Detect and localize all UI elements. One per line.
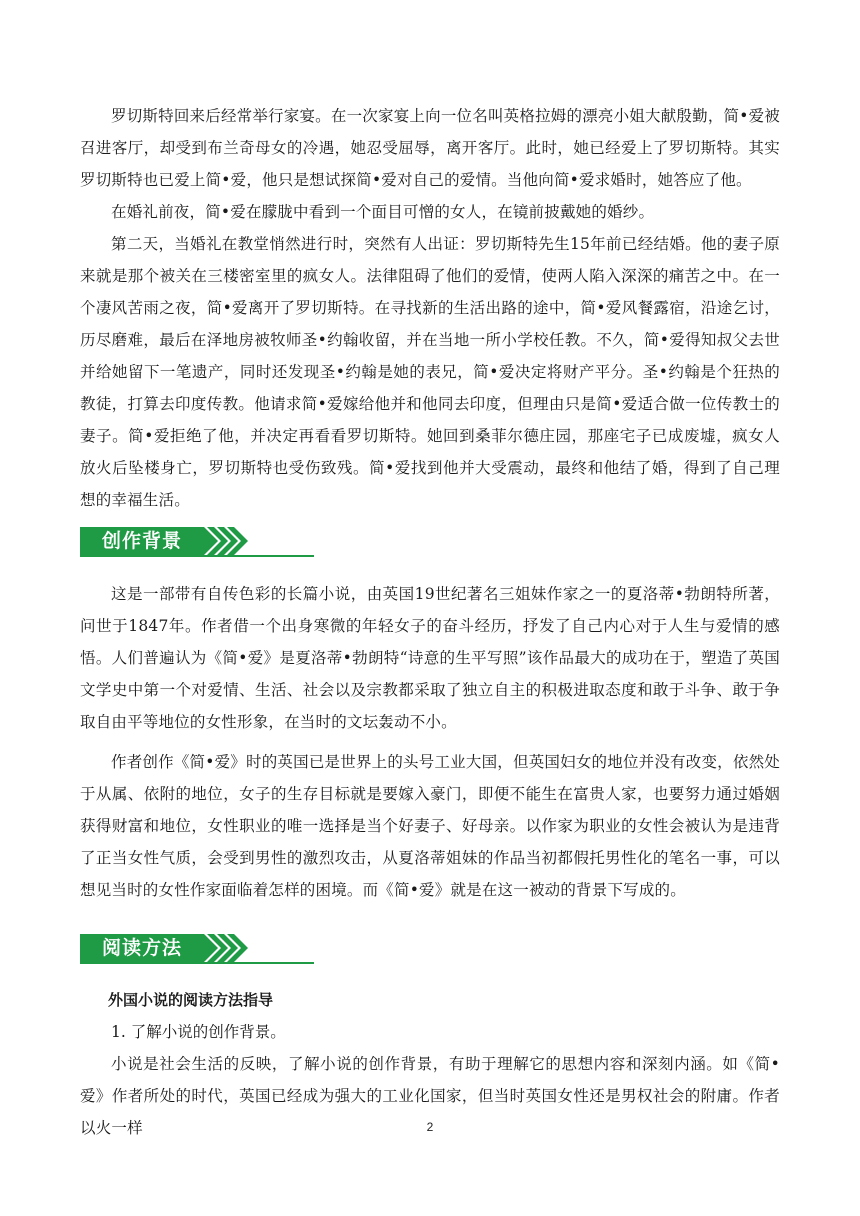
- heading-underline: [80, 555, 314, 557]
- paragraph-next-day: 第二天，当婚礼在教堂悄然进行时，突然有人出证：罗切斯特先生15年前已经结婚。他的妻子原来就是那个被关在三楼密室里的疯女人。法律阻碍了他们的爱情，使两人陷入深深的痛苦之中。在一个凄风苦雨之夜，简•爱离开了罗切斯特。在寻找新的生活出路的途中，简•爱风餐露宿，沿途乞讨，历尽磨难，最后在泽地房被牧师圣•约翰收留，并在当地一所小学校任教。不久，简•爱得知叔父去世并给她留下一笔遗产，同时还发现圣•约翰是她的表兄，简•爱决定将财产平分。圣•约翰是个狂热的教徒，打算去印度传教。他请求简•爱嫁给他并和他同去印度，但理由只是简•爱适合做一位传教士的妻子。简•爱拒绝了他，并决定再看看罗切斯特。她回到桑菲尔德庄园，那座宅子已成废墟，疯女人放火后坠楼身亡，罗切斯特也受伤致残。简•爱找到他并大受震动，最终和他结了婚，得到了自己理想的幸福生活。: [80, 235, 780, 509]
- paragraph-reading: 小说是社会生活的反映，了解小说的创作背景，有助于理解它的思想内容和深刻内涵。如《简•爱》作者所处的时代，英国已经成为强大的工业化国家，但当时英国女性还是男权社会的附庸。作者以火一样: [80, 1055, 780, 1137]
- paragraph-wedding-eve: 在婚礼前夜，简•爱在朦胧中看到一个面目可憎的女人，在镜前披戴她的婚纱。: [111, 203, 655, 221]
- heading-stripes-icon: [194, 934, 314, 964]
- heading-stripes-icon: [194, 527, 314, 557]
- page-number: 2: [426, 1120, 434, 1134]
- paragraph-background-1: 这是一部带有自传色彩的长篇小说，由英国19世纪著名三姐妹作家之一的夏洛蒂•勃朗特所著，问世于1847年。作者借一个出身寒微的年轻女子的奋斗经历，抒发了自己内心对于人生与爱情的感悟。人们普遍认为《简•爱》是夏洛蒂•勃朗特“诗意的生平写照”该作品最大的成功在于，塑造了英国文学史中第一个对爱情、生活、社会以及宗教都采取了独立自主的积极进取态度和敢于斗争、敢于争取自由平等地位的女性形象，在当时的文坛轰动不小。: [80, 585, 780, 731]
- paragraph-banquet: 罗切斯特回来后经常举行家宴。在一次家宴上向一位名叫英格拉姆的漂亮小姐大献殷勤，简•爱被召进客厅，却受到布兰奇母女的冷遇，她忍受屈辱，离开客厅。此时，她已经爱上了罗切斯特。其实罗切斯特也已爱上简•爱，他只是想试探简•爱对自己的爱情。当他向简•爱求婚时，她答应了他。: [80, 107, 780, 189]
- heading-label: 阅读方法: [102, 937, 183, 959]
- section-heading-background: [80, 527, 314, 557]
- paragraph-background-2: 作者创作《简•爱》时的英国已是世界上的头号工业大国，但英国妇女的地位并没有改变，依然处于从属、依附的地位，女子的生存目标就是要嫁入豪门，即便不能生在富贵人家，也要努力通过婚姻获得财富和地位，女性职业的唯一选择是当个好妻子、好母亲。以作家为职业的女性会被认为是违背了正当女性气质，会受到男性的激烈攻击，从夏洛蒂姐妹的作品当初都假托男性化的笔名一事，可以想见当时的女性作家面临着怎样的困境。而《简•爱》就是在这一被动的背景下写成的。: [80, 753, 780, 899]
- heading-label: 创作背景: [102, 530, 183, 552]
- reading-subtitle: 外国小说的阅读方法指导: [108, 991, 274, 1009]
- heading-underline: [80, 962, 314, 964]
- section-heading-reading: [80, 934, 314, 964]
- reading-item-1: 1. 了解小说的创作背景。: [111, 1023, 286, 1041]
